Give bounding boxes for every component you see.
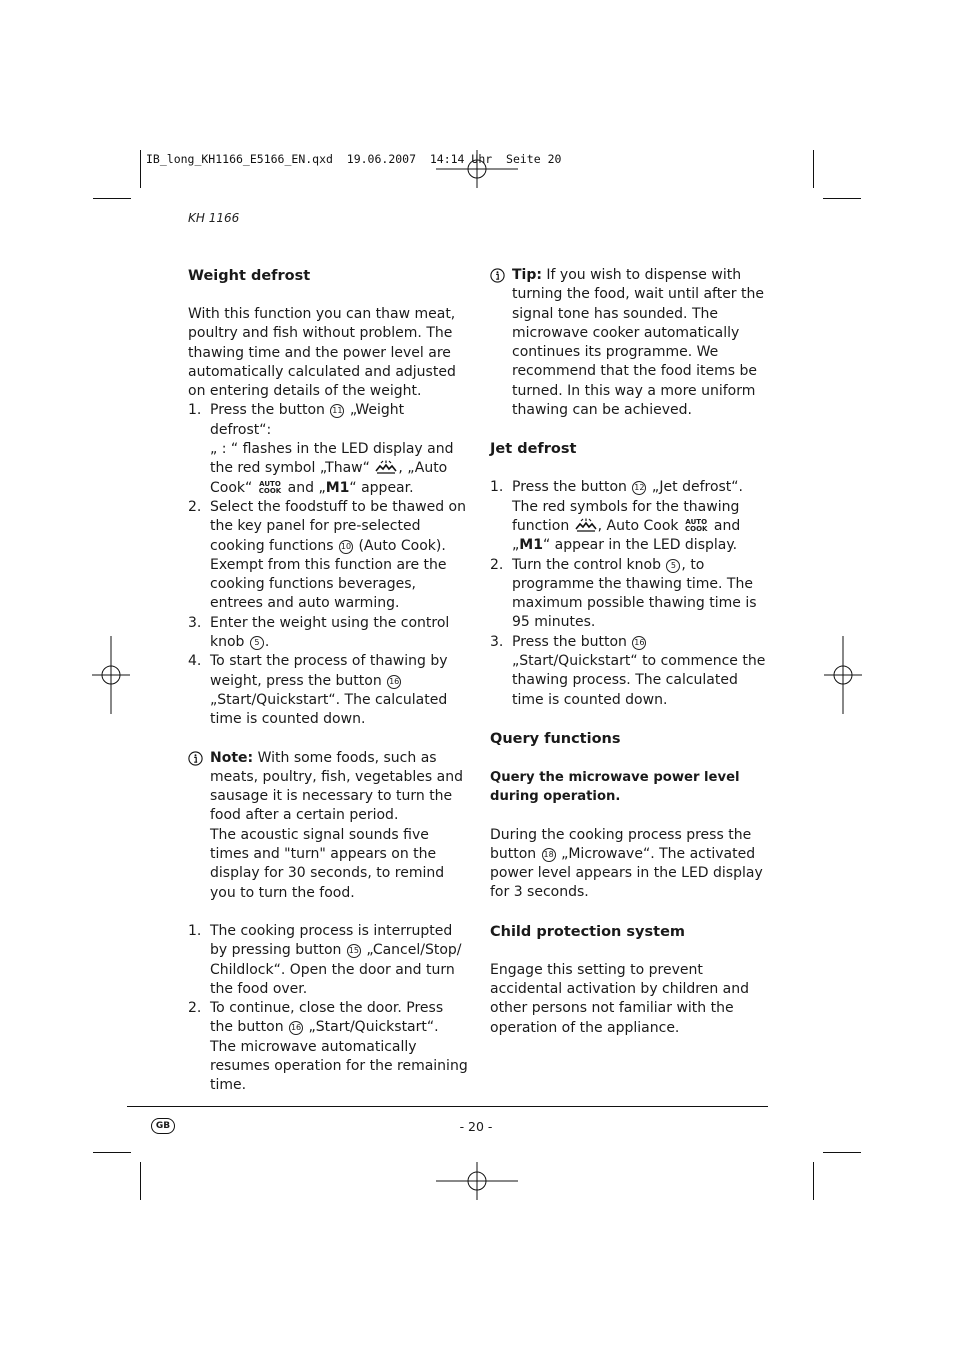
list-item: 1. The cooking process is interrupted by pressing button 15 „Cancel/Stop/ Childlock“. Open the door and turn the food over. [188, 922, 462, 997]
weight-defrost-intro: With this function you can thaw meat, poultry and fish without problem. The thawing time and the power level are automatically calculated and adjusted on entering details of the weight. [188, 306, 456, 400]
button-number-badge: 11 [330, 404, 344, 418]
registration-mark [824, 636, 862, 714]
tip-block [490, 266, 770, 420]
knob-number-badge: 5 [250, 636, 264, 650]
section-title-jet-defrost: Jet defrost [490, 441, 577, 458]
list-item: 2. To continue, close the door. Press the button 16 „Start/Quickstart“. The microwave automatically resumes operation for the remaining time. [188, 1000, 468, 1094]
crop-mark [813, 150, 814, 188]
crop-mark [823, 1152, 861, 1153]
list-item: 3. Enter the weight using the control knob 5 . [188, 614, 450, 651]
auto-cook-icon: AUTO COOK [258, 479, 282, 495]
weight-defrost-steps [188, 401, 468, 729]
button-number-badge: 16 [387, 675, 401, 689]
auto-cook-icon: AUTO COOK [684, 517, 708, 533]
file-slug: IB_long_KH1166_E5166_EN.qxd 19.06.2007 14:14 Uhr Seite 20 [146, 152, 562, 166]
crop-mark [93, 1152, 131, 1153]
button-number-badge: 10 [339, 540, 353, 554]
query-text: During the cooking process press the button 18 „Microwave“. The activated power level appears in the LED display for 3 seconds. [490, 826, 763, 901]
tip-label: Tip: [512, 267, 542, 283]
note-label: Note: [210, 749, 254, 766]
list-item: 2. Turn the control knob 5 , to programme the thawing time. The maximum possible thawing time is 95 minutes. [490, 556, 757, 631]
button-number-badge: 16 [632, 636, 646, 650]
registration-mark [436, 1162, 518, 1200]
button-number-badge: 15 [347, 944, 361, 958]
footer-rule [127, 1106, 768, 1107]
jet-defrost-steps [490, 478, 770, 710]
crop-mark [93, 198, 131, 199]
section-title-child-protection: Child protection system [490, 923, 686, 940]
registration-mark [92, 636, 130, 714]
crop-mark [823, 198, 861, 199]
left-column [188, 266, 468, 1096]
note-text-2: The acoustic signal sounds five times and "turn" appears on the display for 30 seconds, to remind you to turn the food. [210, 826, 445, 901]
knob-number-badge: 5 [666, 559, 680, 573]
tip-text: If you wish to dispense with turning the food, wait until after the signal tone has sounded. The microwave cooker automatically continues its programme. We recommend that the food items be turned. In this way a more uniform thawing can be achieved. [512, 267, 764, 419]
note-block [188, 749, 468, 903]
button-number-badge: 12 [632, 481, 646, 495]
list-item: 3. Press the button 16 „Start/Quickstart“ to commence the thawing process. The calculated time is counted down. [490, 633, 766, 708]
list-item: 4. To start the process of thawing by weight, press the button 16 „Start/Quickstart“. The calculated time is counted down. [188, 653, 448, 728]
crop-mark [813, 1162, 814, 1200]
info-icon [490, 268, 505, 283]
right-column [490, 266, 770, 1038]
list-item: 1. Press the button 12 „Jet defrost“. The red symbols for the thawing function , Auto Cook AUTO COOK and „M1“ appear in the LED display. [490, 479, 743, 554]
thaw-icon [374, 460, 398, 474]
query-subtitle: Query the microwave power level during operation. [490, 769, 740, 805]
page-number: - 20 - [459, 1119, 493, 1134]
model-number: KH 1166 [188, 211, 240, 225]
crop-mark [140, 150, 141, 188]
info-icon [188, 751, 203, 766]
button-number-badge: 18 [542, 848, 556, 862]
crop-mark [140, 1162, 141, 1200]
button-number-badge: 16 [289, 1021, 303, 1035]
list-item: 1. Press the button 11 „Weight defrost“: „ : “ flashes in the LED display and the red symbol „Thaw“ , „Auto Cook“ AUTO COOK and „M1“ appear. [188, 402, 454, 496]
country-badge: GB [151, 1118, 175, 1134]
note-text: With some foods, such as meats, poultry, fish, vegetables and sausage it is necessary to turn the food after a certain period. [210, 749, 463, 824]
list-item: 2. Select the foodstuff to be thawed on the key panel for pre-selected cooking functions 10 (Auto Cook). Exempt from this function are the cooking functions beverages, entrees and auto warming. [188, 498, 466, 612]
turn-food-steps [188, 922, 468, 1096]
section-title-query-functions: Query functions [490, 730, 621, 747]
section-title-weight-defrost: Weight defrost [188, 268, 311, 284]
thaw-icon [574, 518, 598, 532]
child-protection-text: Engage this setting to prevent accidental activation by children and other persons not familiar with the operation of the appliance. [490, 961, 750, 1036]
